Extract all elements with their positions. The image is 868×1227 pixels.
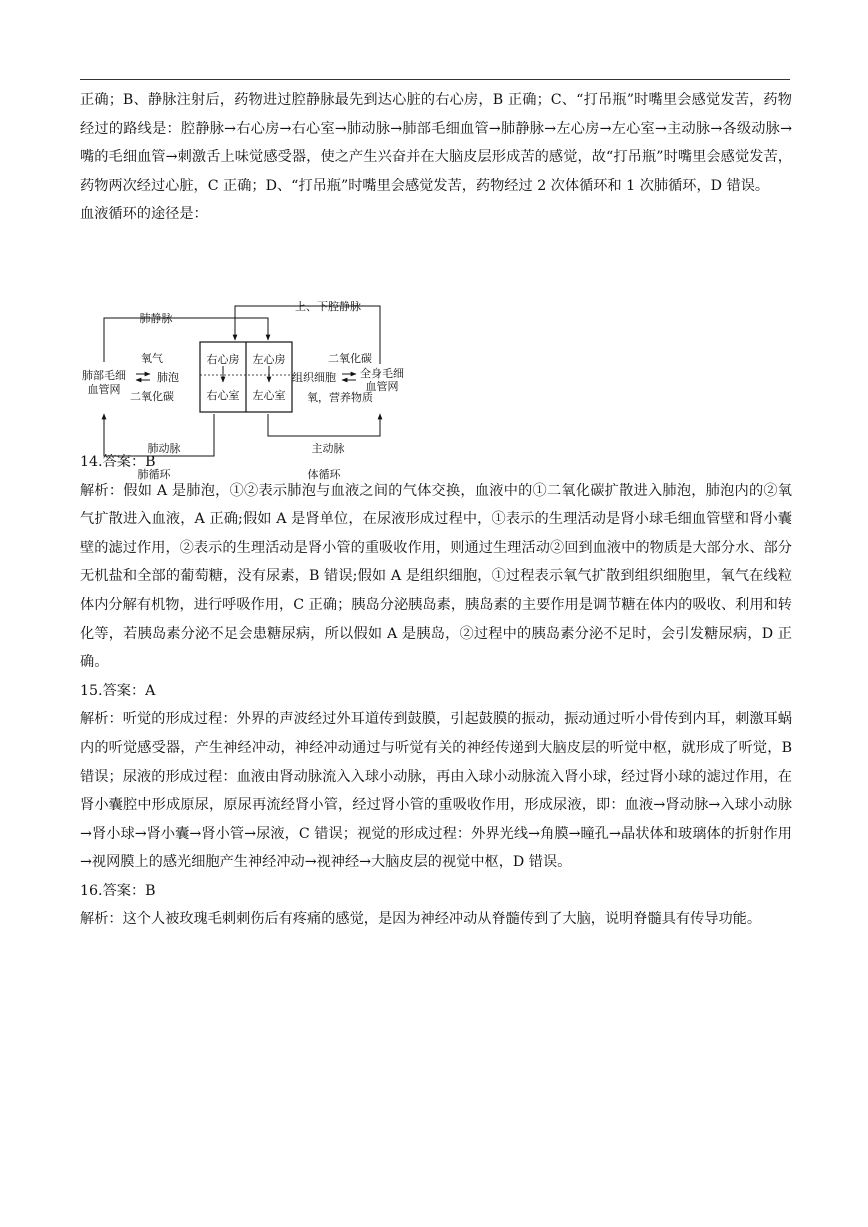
oxygen-nutrients-label: 氧，营养物质 <box>307 391 373 404</box>
pulmonary-vein-path <box>104 318 268 362</box>
answer-16: 16.答案：B <box>80 882 156 899</box>
aorta-label: 主动脉 <box>311 442 345 455</box>
aorta-path <box>268 414 380 436</box>
alveoli-label: 肺泡 <box>157 371 179 384</box>
oxygen-left-label: 氧气 <box>141 352 163 365</box>
document-body <box>80 86 792 934</box>
analysis-14: 解析：假如 A 是肺泡，①②表示肺泡与血液之间的气体交换，血液中的①二氧化碳扩散进入肺泡，肺泡内的②氧气扩散进入血液，A 正确;假如 A 是肾单位，在尿液形成过程中，①表示的生理活动是肾小球毛细血管壁和肾小囊壁的滤过作用，②表示的生理活动是肾小管的重吸收作用，则通过生理活动②回到血液中的物质是大部分水、部分无机盐和全部的葡萄糖，没有尿素，B 错误;假如 A 是组织细胞，①过程表示氧气扩散到组织细胞里，氧气在线粒体内分解有机物，进行呼吸作用，C 正确；胰岛分泌胰岛素，胰岛素的主要作用是调节糖在体内的吸收、利用和转化等，若胰岛素分泌不足会患糖尿病，所以假如 A 是胰岛，②过程中的胰岛素分泌不足时，会引发糖尿病，D 正确。 <box>80 482 792 671</box>
header-rule <box>80 79 790 80</box>
pulmonary-artery-label: 肺动脉 <box>147 442 181 455</box>
vena-cava-label: 上、下腔静脉 <box>295 300 361 313</box>
answer-14: 14.答案：B <box>80 453 156 470</box>
co2-right-label: 二氧化碳 <box>328 352 372 365</box>
analysis-16: 解析：这个人被玫瑰毛刺刺伤后有疼痛的感觉，是因为神经冲动从脊髓传到了大脑，说明脊髓具有传导功能。 <box>80 911 762 928</box>
lung-capillary-label-2: 血管网 <box>87 383 121 396</box>
lung-capillary-label-1: 肺部毛细 <box>82 369 126 382</box>
pulmonary-circulation-label: 肺循环 <box>137 468 171 481</box>
left-ventricle-label: 左心室 <box>252 389 286 402</box>
circulation-intro: 血液循环的途径是： <box>80 206 208 223</box>
right-ventricle-label: 右心室 <box>206 389 240 402</box>
pulmonary-vein-label: 肺静脉 <box>139 312 173 325</box>
blood-circulation-diagram <box>78 296 418 486</box>
answer-15: 15.答案：A <box>80 682 156 699</box>
co2-left-label: 二氧化碳 <box>130 390 174 403</box>
paragraph-13-analysis: 正确；B、静脉注射后，药物进过腔静脉最先到达心脏的右心房，B 正确；C、“打吊瓶”时嘴里会感觉发苦，药物经过的路线是：腔静脉→右心房→右心室→肺动脉→肺部毛细血管→肺静脉→左心房→左心室→主动脉→各级动脉→嘴的毛细血管→刺激舌上味觉感受器，使之产生兴奋并在大脑皮层形成苦的感觉，故“打吊瓶”时嘴里会感觉发苦，药物两次经过心脏，C 正确；D、“打吊瓶”时嘴里会感觉发苦，药物经过 2 次体循环和 1 次肺循环，D 错误。 <box>80 92 792 194</box>
systemic-circulation-label: 体循环 <box>307 468 341 481</box>
analysis-15: 解析：听觉的形成过程：外界的声波经过外耳道传到鼓膜，引起鼓膜的振动，振动通过听小骨传到内耳，刺激耳蜗内的听觉感受器，产生神经冲动，神经冲动通过与听觉有关的神经传递到大脑皮层的听觉中枢，就形成了听觉，B 错误；尿液的形成过程：血液由肾动脉流入入球小动脉，再由入球小动脉流入肾小球，经过肾小球的滤过作用，在肾小囊腔中形成原尿，原尿再流经肾小管，经过肾小管的重吸收作用，形成尿液，即：血液→肾动脉→入球小动脉→肾小球→肾小囊→肾小管→尿液，C 错误；视觉的形成过程：外界光线→角膜→瞳孔→晶状体和玻璃体的折射作用→视网膜上的感光细胞产生神经冲动→视神经→大脑皮层的视觉中枢，D 错误。 <box>80 711 792 871</box>
body-capillary-label-1: 全身毛细 <box>360 367 404 380</box>
tissue-exchange-arrows <box>342 374 356 380</box>
body-capillary-label-2: 血管网 <box>365 380 399 393</box>
left-atrium-label: 左心房 <box>252 353 286 366</box>
alveoli-exchange-arrows <box>136 374 150 380</box>
right-atrium-label: 右心房 <box>206 353 240 366</box>
tissue-cells-label: 组织细胞 <box>292 371 336 384</box>
